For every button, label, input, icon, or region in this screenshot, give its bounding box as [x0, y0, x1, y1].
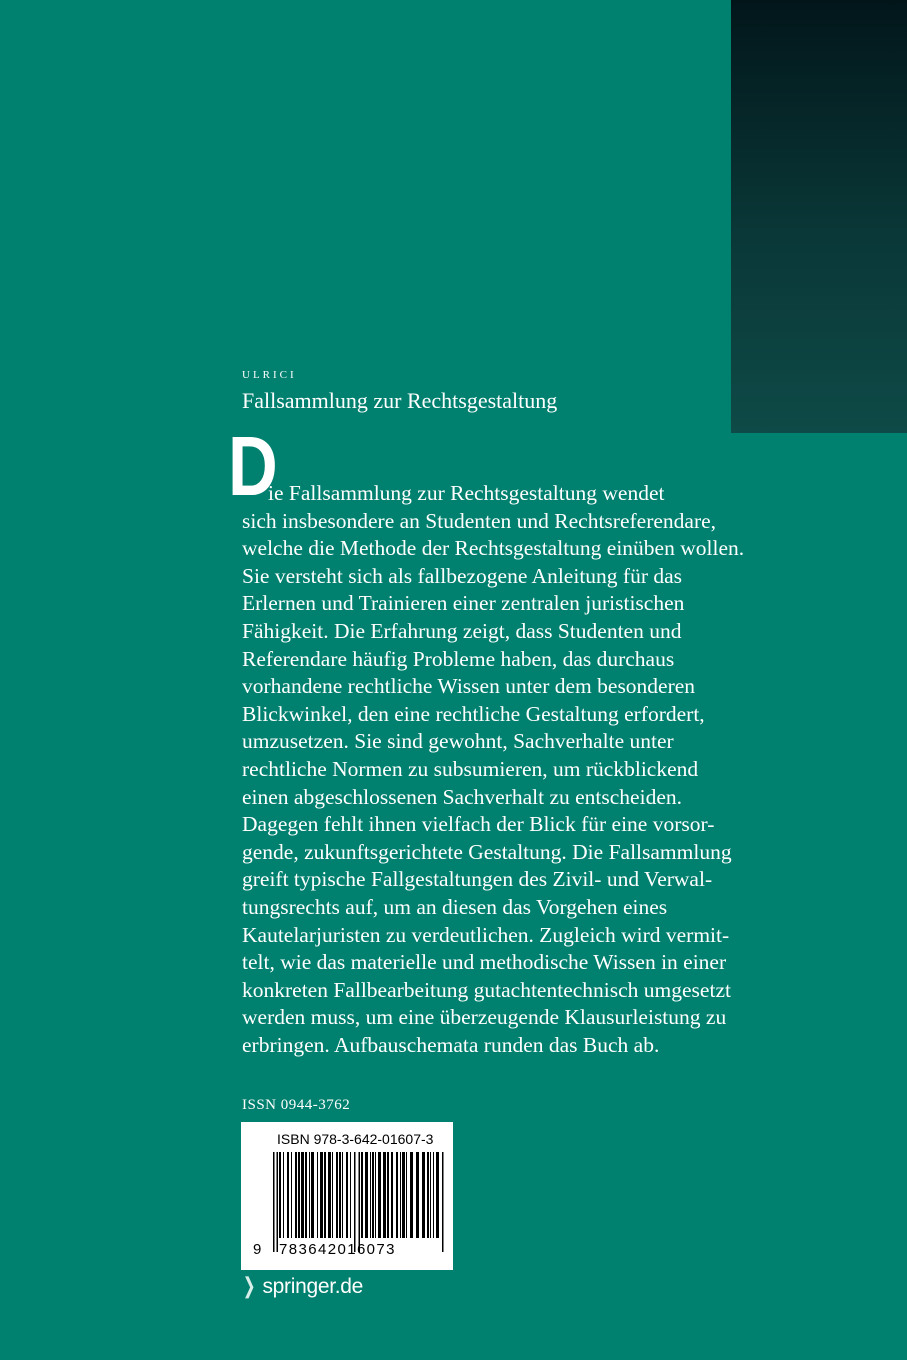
barcode-bar — [332, 1152, 333, 1238]
barcode-bar — [370, 1152, 371, 1238]
blurb-line: einen abgeschlossenen Sachverhalt zu entscheiden. — [242, 784, 682, 809]
barcode-bar — [279, 1152, 281, 1238]
barcode-bar — [430, 1152, 431, 1238]
barcode-bar — [391, 1152, 393, 1238]
barcode-bar — [406, 1152, 407, 1238]
barcode-bar — [324, 1152, 326, 1238]
barcode-bar — [378, 1152, 381, 1238]
issn-number: ISSN 0944-3762 — [242, 1097, 351, 1113]
barcode-bar — [342, 1152, 343, 1238]
author-name: ulrici — [242, 366, 297, 382]
blurb-line: welche die Methode der Rechtsgestaltung einüben wollen. — [242, 536, 745, 561]
barcode-bar — [305, 1152, 307, 1238]
barcode-bar — [317, 1152, 318, 1238]
barcode-bar — [383, 1152, 386, 1238]
barcode-bar — [311, 1152, 314, 1238]
drop-cap: D — [228, 419, 278, 513]
chevron-right-icon: ❯ — [242, 1274, 256, 1299]
isbn-label: ISBN 978-3-642-01607-3 — [277, 1131, 434, 1147]
barcode-bar — [375, 1152, 376, 1238]
barcode-bar — [433, 1152, 434, 1238]
barcode-bar — [277, 1152, 279, 1252]
blurb-line: umzusetzen. Sie sind gewohnt, Sachverhalte unter — [242, 729, 674, 754]
barcode-bar — [273, 1152, 275, 1252]
blurb-line: Dagegen fehlt ihnen vielfach der Blick für eine vorsor- — [242, 812, 715, 837]
blurb-line: Sie versteht sich als fallbezogene Anleitung für das — [242, 563, 683, 588]
barcode-bar — [402, 1152, 405, 1238]
barcode-bar — [339, 1152, 341, 1238]
isbn-barcode — [241, 1122, 453, 1270]
barcode-bar — [427, 1152, 429, 1238]
barcode-bar — [336, 1152, 338, 1238]
barcode-bar — [301, 1152, 304, 1238]
barcode-bar — [298, 1152, 300, 1238]
barcode-bar — [387, 1152, 389, 1238]
barcode-bar — [372, 1152, 374, 1238]
blurb-line: Referendare häufig Probleme haben, das durchaus — [242, 646, 675, 671]
ean-lead-digit: 9 — [253, 1241, 262, 1258]
barcode-bar — [436, 1152, 439, 1238]
blurb-line: ie Fallsammlung zur Rechtsgestaltung wendet — [268, 481, 665, 505]
barcode-bar — [354, 1152, 356, 1252]
blurb-line: erbringen. Aufbauschemata runden das Buch ab. — [242, 1032, 660, 1057]
barcode-bar — [295, 1152, 297, 1238]
barcode-bar — [359, 1152, 361, 1252]
blurb-line: Blickwinkel, den eine rechtliche Gestaltung erfordert, — [242, 701, 705, 726]
blurb-line: sich insbesondere an Studenten und Rechtsreferendare, — [242, 508, 717, 533]
barcode-bar — [309, 1152, 310, 1238]
barcode-bar — [422, 1152, 425, 1238]
barcode-bar — [287, 1152, 289, 1238]
blurb-text — [228, 419, 772, 1059]
barcode-bar — [410, 1152, 413, 1238]
barcode-bar — [396, 1152, 398, 1238]
publisher-url: springer.de — [262, 1274, 364, 1298]
blurb-line: gende, zukunftsgerichtete Gestaltung. Die Fallsammlung — [242, 839, 732, 864]
blurb-line: Erlernen und Trainieren einer zentralen juristischen — [242, 591, 685, 616]
barcode-bar — [365, 1152, 368, 1238]
barcode-bar — [416, 1152, 419, 1238]
barcode-bar — [291, 1152, 292, 1238]
blurb-line: Kautelarjuristen zu verdeutlichen. Zugleich wird vermit- — [242, 922, 730, 947]
blurb-line: Fähigkeit. Die Erfahrung zeigt, dass Studenten und — [242, 618, 682, 643]
barcode-bar — [361, 1152, 363, 1238]
book-title: Fallsammlung zur Rechtsgestaltung — [242, 388, 558, 413]
blurb-line: vorhandene rechtliche Wissen unter dem besonderen — [242, 674, 696, 699]
barcode-bar — [346, 1152, 348, 1238]
barcode-bar — [442, 1152, 444, 1252]
blurb-line: telt, wie das materielle und methodische Wissen in einer — [242, 950, 727, 975]
barcode-bar — [400, 1152, 401, 1238]
blurb-line: greift typische Fallgestaltungen des Zivil- und Verwal- — [242, 867, 713, 892]
barcode-bar — [350, 1152, 351, 1238]
publisher-link[interactable] — [240, 1274, 363, 1299]
barcode-bar — [283, 1152, 284, 1238]
barcode-bar — [328, 1152, 331, 1238]
blurb-line: rechtliche Normen zu subsumieren, um rückblickend — [242, 756, 699, 781]
barcode-bar — [320, 1152, 323, 1238]
blurb-line: werden muss, um eine überzeugende Klausurleistung zu — [242, 1005, 727, 1030]
blurb-line: tungsrechts auf, um an diesen das Vorgehen eines — [242, 894, 668, 919]
dark-corner-panel — [731, 0, 907, 433]
ean-digits: 783642016073 — [279, 1241, 396, 1258]
blurb-line: konkreten Fallbearbeitung gutachtentechnisch umgesetzt — [242, 977, 731, 1002]
